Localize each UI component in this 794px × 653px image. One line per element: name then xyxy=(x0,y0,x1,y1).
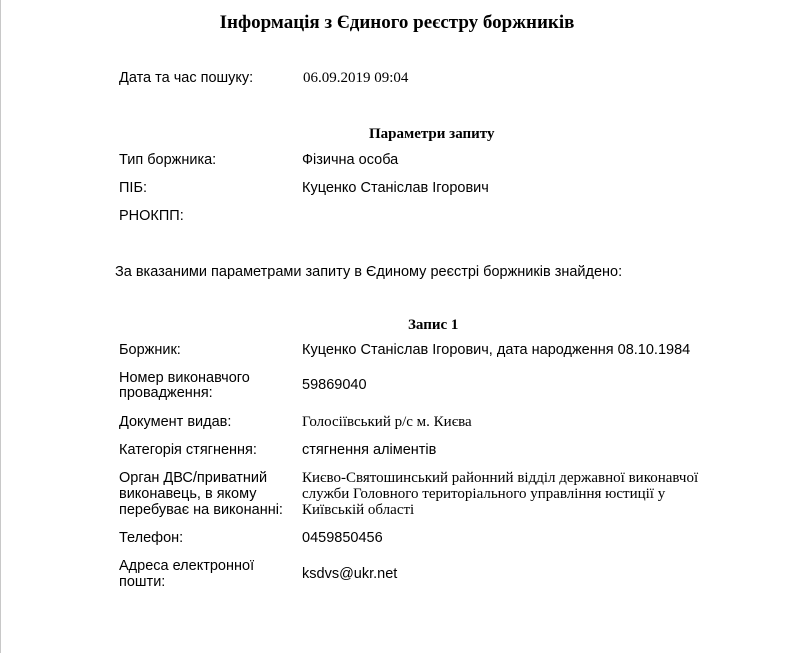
debtor-type-label: Тип боржника: xyxy=(119,152,217,168)
phone-value: 0459850456 xyxy=(302,530,383,546)
record-heading: Запис 1 xyxy=(408,317,459,333)
organ-value-line-3: Київській області xyxy=(302,502,415,518)
debtor-value: Куценко Станіслав Ігорович, дата народження 08.10.1984 xyxy=(302,342,691,358)
pib-label: ПІБ: xyxy=(119,180,147,196)
rnokpp-label: РНОКПП: xyxy=(119,208,184,224)
category-label: Категорія стягнення: xyxy=(119,442,257,458)
organ-label-line-1: Орган ДВС/приватний xyxy=(119,470,268,486)
organ-label-line-3: перебуває на виконанні: xyxy=(119,502,283,518)
found-text: За вказаними параметрами запиту в Єдиному реєстрі боржників знайдено: xyxy=(115,264,623,280)
proceeding-label-line-2: провадження: xyxy=(119,385,213,401)
organ-value-line-1: Києво-Святошинський районний відділ державної виконавчої xyxy=(302,470,699,486)
phone-label: Телефон: xyxy=(119,530,184,546)
search-date-value: 06.09.2019 09:04 xyxy=(303,70,409,86)
email-label-line-1: Адреса електронної xyxy=(119,558,255,574)
email-label-line-2: пошти: xyxy=(119,574,166,590)
proceeding-value: 59869040 xyxy=(302,377,367,393)
search-date-label: Дата та час пошуку: xyxy=(119,70,254,86)
params-heading: Параметри запиту xyxy=(369,126,495,142)
debtor-type-value: Фізична особа xyxy=(302,152,399,168)
category-value: стягнення аліментів xyxy=(302,442,437,458)
proceeding-label-line-1: Номер виконавчого xyxy=(119,370,250,386)
document-value: Голосіївський р/с м. Києва xyxy=(302,414,472,430)
document-label: Документ видав: xyxy=(119,414,232,430)
organ-label-line-2: виконавець, в якому xyxy=(119,486,257,502)
email-value: ksdvs@ukr.net xyxy=(302,566,398,582)
pib-value: Куценко Станіслав Ігорович xyxy=(302,180,489,196)
page-title: Інформація з Єдиного реєстру боржників xyxy=(219,12,575,33)
debtor-label: Боржник: xyxy=(119,342,181,358)
organ-value-line-2: служби Головного територіального управління юстиції у xyxy=(302,486,666,502)
page-left-edge xyxy=(0,0,1,653)
